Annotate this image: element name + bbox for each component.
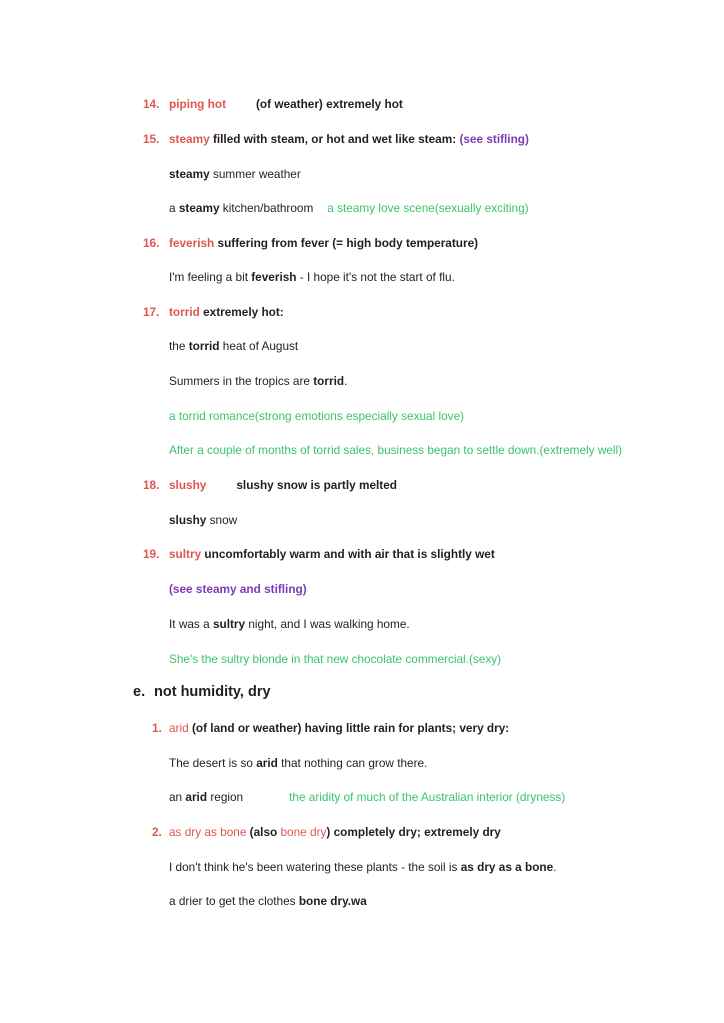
example-bold: bone dry.wa bbox=[298, 894, 367, 908]
example-rest: night, and I was walking home. bbox=[245, 617, 410, 631]
example-rest: . bbox=[344, 374, 348, 388]
example-bold: steamy bbox=[178, 201, 220, 215]
example-lead: I don't think he's been watering these plants - the soil is bbox=[169, 860, 461, 874]
entry-body bbox=[169, 824, 501, 840]
entry-number: 15. bbox=[143, 132, 160, 146]
example-text bbox=[169, 338, 298, 354]
entry-number: 18. bbox=[143, 478, 160, 492]
example-green: After a couple of months of torrid sales, business began to settle down.(extremely well) bbox=[169, 443, 623, 457]
definition-pre: (also bbox=[249, 825, 281, 839]
example-rest: snow bbox=[206, 513, 238, 527]
entry-number: 16. bbox=[143, 236, 160, 250]
example-bold: as dry as a bone bbox=[460, 860, 554, 874]
example-text bbox=[169, 200, 529, 216]
entry-number: 2. bbox=[152, 825, 162, 839]
cross-reference: (see stifling) bbox=[459, 132, 529, 146]
example-bold: sultry bbox=[212, 617, 246, 631]
definition: uncomfortably warm and with air that is slightly wet bbox=[204, 547, 495, 561]
section-title: not humidity, dry bbox=[154, 684, 271, 700]
example-rest: region bbox=[207, 790, 244, 804]
headword: as dry as bone bbox=[169, 825, 247, 839]
example-lead: I'm feeling a bit bbox=[169, 270, 252, 284]
definition-post: ) completely dry; extremely dry bbox=[326, 825, 501, 839]
entry-number: 17. bbox=[143, 305, 160, 319]
example-green: She's the sultry blonde in that new chocolate commercial.(sexy) bbox=[169, 652, 502, 666]
example-lead: Summers in the tropics are bbox=[169, 374, 314, 388]
headword: feverish bbox=[169, 236, 215, 250]
headword: torrid bbox=[169, 305, 200, 319]
example-text bbox=[169, 755, 427, 771]
entry-body bbox=[169, 304, 284, 320]
example-text bbox=[169, 373, 347, 389]
example-bold: slushy bbox=[169, 513, 207, 527]
headword: slushy bbox=[169, 478, 207, 492]
headword: sultry bbox=[169, 547, 202, 561]
example-rest: heat of August bbox=[219, 339, 299, 353]
example-text bbox=[169, 859, 556, 875]
example-rest: kitchen/bathroom bbox=[219, 201, 314, 215]
headword: arid bbox=[169, 721, 189, 735]
example-lead: the bbox=[169, 339, 189, 353]
example-lead: a drier to get the clothes bbox=[169, 894, 299, 908]
example-bold: arid bbox=[185, 790, 208, 804]
example-green: the aridity of much of the Australian interior (dryness) bbox=[289, 790, 566, 804]
example-bold: torrid bbox=[188, 339, 220, 353]
section-heading-e bbox=[133, 683, 271, 701]
definition: suffering from fever (= high body temperature) bbox=[217, 236, 479, 250]
entry-body bbox=[169, 477, 397, 493]
example-bold: feverish bbox=[251, 270, 297, 284]
headword: steamy bbox=[169, 132, 210, 146]
entry-body bbox=[169, 720, 509, 736]
example-text bbox=[169, 789, 565, 805]
entry-body bbox=[169, 96, 403, 112]
definition: (of weather) extremely hot bbox=[256, 97, 403, 111]
example-bold: torrid bbox=[313, 374, 345, 388]
example-rest: - I hope it's not the start of flu. bbox=[296, 270, 455, 284]
example-lead: a bbox=[169, 201, 179, 215]
example-text bbox=[169, 512, 237, 528]
entry-number: 14. bbox=[143, 97, 160, 111]
example-rest: . bbox=[553, 860, 557, 874]
entry-number: 19. bbox=[143, 547, 160, 561]
example-bold: steamy bbox=[169, 167, 210, 181]
example-text bbox=[169, 616, 410, 632]
entry-body bbox=[169, 131, 529, 147]
example-rest: that nothing can grow there. bbox=[277, 756, 428, 770]
example-lead: The desert is so bbox=[169, 756, 257, 770]
definition: extremely hot: bbox=[203, 305, 284, 319]
definition: (of land or weather) having little rain for plants; very dry: bbox=[191, 721, 510, 735]
definition: slushy snow is partly melted bbox=[236, 478, 397, 492]
section-letter: e. bbox=[133, 684, 146, 700]
example-text bbox=[169, 269, 455, 285]
definition: filled with steam, or hot and wet like steam: bbox=[212, 132, 457, 146]
example-rest: summer weather bbox=[209, 167, 301, 181]
headword-alt: bone dry bbox=[280, 825, 327, 839]
example-bold: arid bbox=[256, 756, 278, 770]
example-green: a torrid romance(strong emotions especially sexual love) bbox=[169, 409, 465, 423]
example-text bbox=[169, 893, 367, 909]
entry-number: 1. bbox=[152, 721, 162, 735]
example-text bbox=[169, 166, 301, 182]
cross-reference: (see steamy and stifling) bbox=[169, 582, 307, 596]
headword: piping hot bbox=[169, 97, 226, 111]
entry-body bbox=[169, 235, 478, 251]
example-lead: an bbox=[169, 790, 186, 804]
example-green: a steamy love scene(sexually exciting) bbox=[327, 201, 529, 215]
example-lead: It was a bbox=[169, 617, 213, 631]
entry-body bbox=[169, 546, 495, 562]
